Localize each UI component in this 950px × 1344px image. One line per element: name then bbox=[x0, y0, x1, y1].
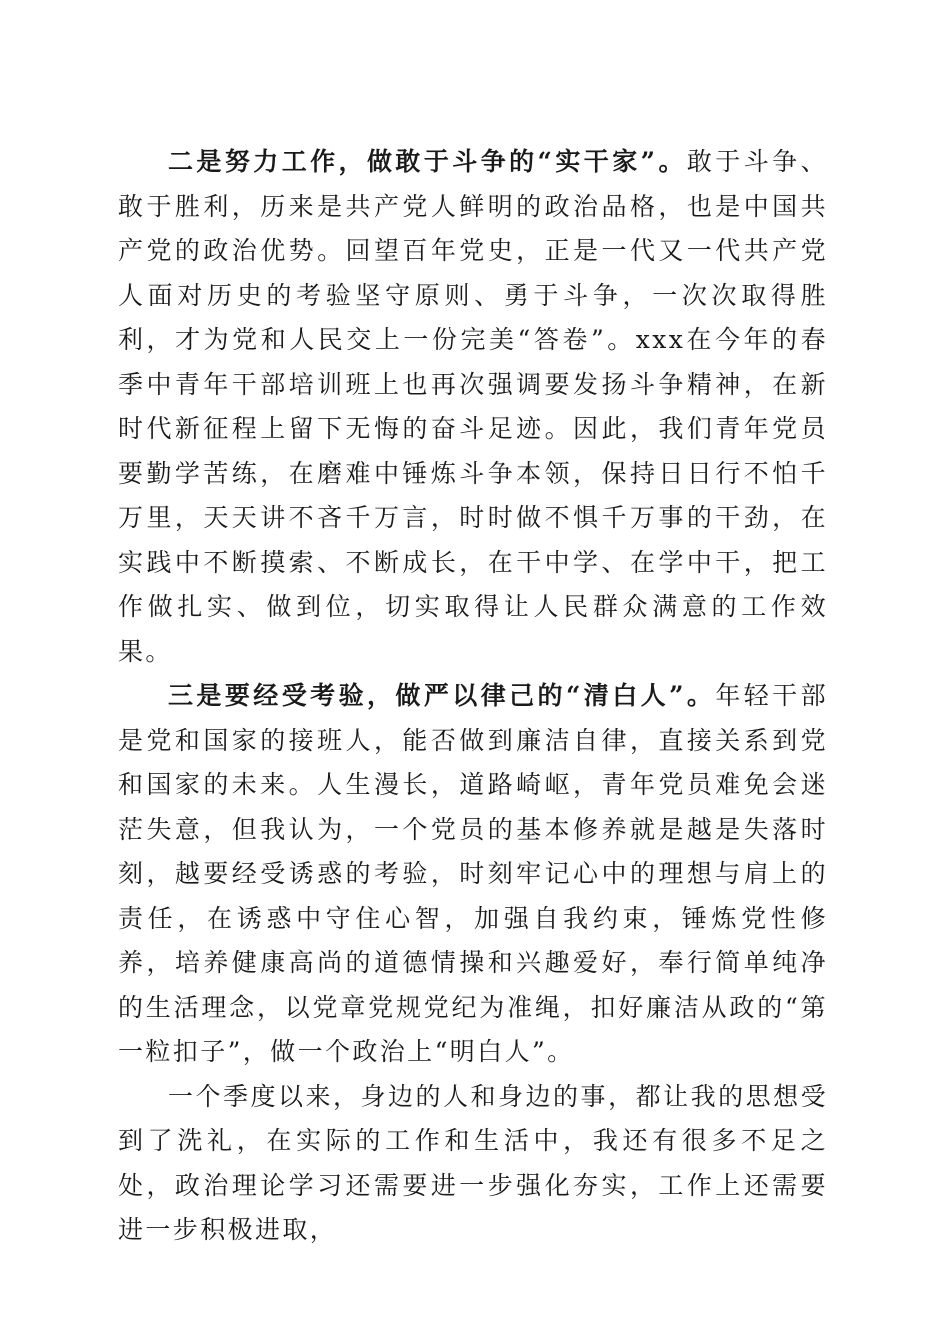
paragraph-body: 年轻干部是党和国家的接班人，能否做到廉洁自律，直接关系到党和国家的未来。人生漫长，道路崎岖，青年党员难免会迷茫失意，但我认为，一个党员的基本修养就是越是失落时刻，越要经受诱惑的考验，时刻牢记心中的理想与肩上的责任，在诱惑中守住心智，加强自我约束，锤炼党性修养，培养健康高尚的道德情操和兴趣爱好，奉行简单纯净的生活理念，以党章党规党纪为准绳，扣好廉洁从政的“第一粒扣子”，做一个政治上“明白人”。 bbox=[118, 681, 828, 1066]
paragraph-lead: 二是努力工作，做敢于斗争的“实干家”。 bbox=[168, 147, 687, 176]
paragraph-withstand-test bbox=[118, 674, 828, 1075]
paragraph-quarter-reflection bbox=[118, 1075, 828, 1253]
paragraph-body: 敢于斗争、敢于胜利，历来是共产党人鲜明的政治品格，也是中国共产党的政治优势。回望百年党史，正是一代又一代共产党人面对历史的考验坚守原则、勇于斗争，一次次取得胜利，才为党和人民交上一份完美“答卷”。xxx在今年的春季中青年干部培训班上也再次强调要发扬斗争精神，在新时代新征程上留下无悔的奋斗足迹。因此，我们青年党员要勤学苦练，在磨难中锤炼斗争本领，保持日日行不怕千万里，天天讲不吝千万言，时时做不惧千万事的干劲，在实践中不断摸索、不断成长，在干中学、在学中干，把工作做扎实、做到位，切实取得让人民群众满意的工作效果。 bbox=[118, 147, 828, 666]
document-body bbox=[118, 140, 828, 1253]
paragraph-work-hard bbox=[118, 140, 828, 674]
paragraph-lead: 三是要经受考验，做严以律己的“清白人”。 bbox=[168, 681, 716, 710]
paragraph-body: 一个季度以来，身边的人和身边的事，都让我的思想受到了洗礼，在实际的工作和生活中，我还有很多不足之处，政治理论学习还需要进一步强化夯实，工作上还需要进一步积极进取， bbox=[118, 1081, 828, 1244]
